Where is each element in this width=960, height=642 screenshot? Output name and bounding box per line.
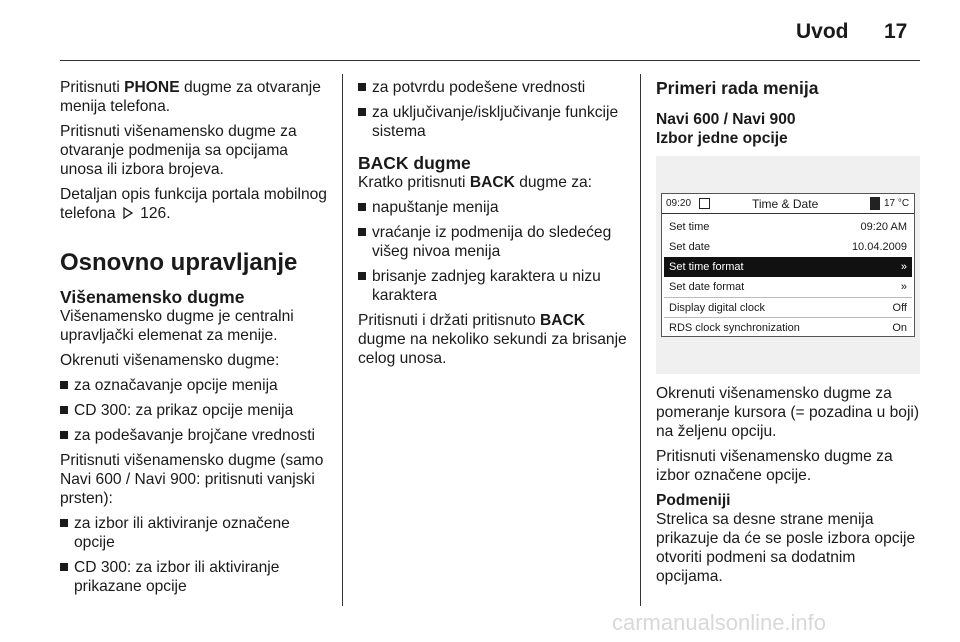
page-header-title: Uvod [796,20,849,43]
subheading: Izbor jedne opcije [656,130,788,147]
paragraph: Pritisnuti i držati pritisnuto BACK dugme na nekoliko sekundi za brisanje celog unosa. [358,312,627,367]
subsection-heading: BACK dugme [358,153,471,173]
list-item: brisanje zadnjeg karaktera u nizu karaktera [358,267,632,305]
list-item: CD 300: za prikaz opcije menija [60,401,332,420]
temperature-text: 17 °C [884,198,910,209]
clock-text: 09:20 [666,198,692,209]
list-item: CD 300: za izbor ili aktiviranje prikazane opcije [60,558,332,596]
list-item: za izbor ili aktiviranje označene opcije [60,514,332,552]
subheading: Navi 600 / Navi 900 [656,111,796,128]
page-number: 17 [884,20,908,43]
menu-row[interactable]: Set date format » [669,281,907,293]
column-3-body [656,384,926,592]
paragraph: Okrenuti višenamensko dugme za pomeranje kursora (= pozadina u boji) na željenu opciju. [656,385,920,440]
screen-status-bar [662,194,914,214]
column-divider [342,74,343,606]
back-icon [699,198,710,209]
paragraph: Višenamensko dugme je centralni upravljački elemenat za menije. [60,308,294,344]
list-item: vraćanje iz podmenija do sledećeg višeg nivoa menija [358,223,632,261]
display-screenshot [656,156,920,374]
phone-icon [870,197,880,210]
subsection-heading: Primeri rada menija [656,78,819,98]
column-1 [60,78,332,602]
list-item: za podešavanje brojčane vrednosti [60,426,332,445]
list-item: za uključivanje/isključivanje funkcije sistema [358,103,632,141]
list-item: napuštanje menija [358,198,632,217]
paragraph: Pritisnuti višenamensko dugme za otvaranje podmenija sa opcijama unosa ili izbora brojeva. [60,123,297,178]
menu-row[interactable]: Set date 10.04.2009 [669,241,907,253]
list-item: za označavanje opcije menija [60,376,332,395]
column-2 [358,78,632,374]
paragraph: Pritisnuti PHONE dugme za otvaranje menija telefona. [60,79,321,115]
header-rule [60,60,920,61]
paragraph: Pritisnuti višenamensko dugme za izbor označene opcije. [656,448,893,484]
section-heading: Osnovno upravljanje [60,249,298,276]
paragraph: Kratko pritisnuti BACK dugme za: [358,174,593,191]
watermark: carmanualsonline.info [612,610,827,635]
page-reference-icon [122,207,134,219]
menu-row[interactable]: Set time 09:20 AM [669,221,907,233]
subsection-heading: Višenamensko dugme [60,287,245,307]
subheading: Podmeniji [656,492,731,509]
menu-row[interactable]: RDS clock synchronization On [664,317,912,337]
paragraph: Detaljan opis funkcija portala mobilnog telefona 126. [60,186,327,222]
list-item: za potvrdu podešene vrednosti [358,78,632,97]
paragraph: Okrenuti višenamensko dugme: [60,352,280,369]
menu-row[interactable]: Display digital clock Off [664,297,912,317]
paragraph: Strelica sa desne strane menija prikazuje da će se posle izbora opcije otvoriti podmeni sa dodatnim opcijama. [656,511,916,585]
column-3 [656,78,926,148]
paragraph: Pritisnuti višenamensko dugme (samo Navi 600 / Navi 900: pritisnuti vanjski prsten): [60,452,324,507]
screen-title: Time & Date [752,197,819,211]
column-divider [640,74,641,606]
menu-row-selected[interactable]: Set time format » [664,257,912,277]
display-screen [661,193,915,337]
